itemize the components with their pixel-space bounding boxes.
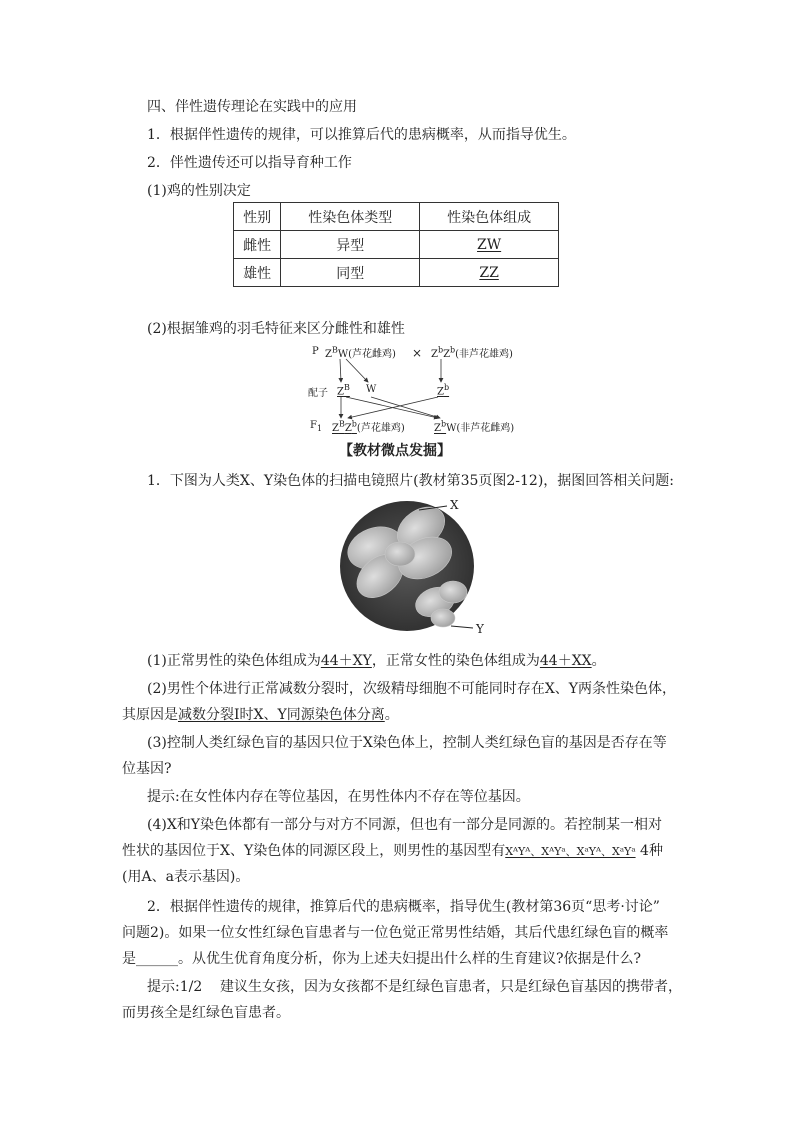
gamete-zb-upper: $Z^B$ [337, 383, 350, 398]
question-2-line3: 是______。从优生优育角度分析，你为上述夫妇提出什么样的生育建议?依据是什么? [122, 951, 642, 967]
answer-zz: ZZ [479, 264, 499, 281]
question-2-line1: 2．根据伴性遗传的规律，推算后代的患病概率，指导优生(教材第36页“思考·讨论” [147, 899, 660, 915]
hint-2-line1: 提示:1/2 建议生女孩，因为女孩都不是红绿色盲患者，只是红绿色盲基因的携带者， [147, 979, 683, 995]
chromosome-figure [335, 496, 495, 638]
cross-times: × [412, 346, 423, 360]
answer-4-line2: 性状的基因位于X、Y染色体的同源区段上，则男性的基因型有XᴬYᴬ、XᴬYᵃ、XᵃYᴬ、XᵃYᵃ 4种 [122, 843, 663, 859]
sub-item-1: (1)鸡的性别决定 [147, 183, 251, 199]
answer-1: (1)正常男性的染色体组成为44＋XY，正常女性的染色体组成为44＋XX。 [147, 653, 606, 669]
table-cell: 雄性 [234, 259, 281, 287]
gamete-zb-lower: $Z^b$ [437, 383, 450, 398]
table-cell: 同型 [281, 259, 420, 287]
answer-reason: 减数分裂Ⅰ时X、Y同源染色体分离 [178, 707, 385, 723]
answer-3-line2: 位基因? [122, 761, 172, 777]
answer-44xx: 44＋XX [539, 653, 592, 669]
cross-lines [300, 342, 530, 434]
cross-p-male: $Z^bZ^b$(非芦花雄鸡) [431, 345, 513, 360]
table-cell: 雌性 [234, 231, 281, 259]
answer-3-line1: (3)控制人类红绿色盲的基因只位于X染色体上，控制人类红绿色盲的基因是否存在等 [147, 735, 667, 751]
answer-2-line1: (2)男性个体进行正常减数分裂时，次级精母细胞不可能同时存在X、Y两条性染色体， [147, 681, 677, 697]
answer-4-line3: (用A、a表示基因)。 [122, 869, 250, 885]
section-title: 四、伴性遗传理论在实践中的应用 [147, 99, 357, 115]
cross-diagram [300, 342, 530, 434]
label-y: Y [476, 622, 484, 636]
item-1: 1．根据伴性遗传的规律，可以推算后代的患病概率，从而指导优生。 [147, 127, 576, 143]
answer-44xy: 44＋XY [320, 653, 372, 669]
table-header: 性染色体组成 [420, 203, 559, 231]
answer-4-line1: (4)X和Y染色体都有一部分与对方不同源，但也有一部分是同源的。若控制某一相对 [147, 817, 663, 833]
answer-blank: ______ [136, 951, 178, 967]
table-row [234, 231, 559, 259]
question-1: 1．下图为人类X、Y染色体的扫描电镜照片(教材第35页图2-12)，据图回答相关问题: [147, 473, 675, 489]
table-cell: 异型 [281, 231, 420, 259]
cross-f1-label: $F_1$ [310, 420, 323, 433]
gamete-w: W [366, 384, 377, 395]
label-x: X [450, 498, 459, 512]
answer-zw: ZW [477, 236, 502, 253]
item-2: 2．伴性遗传还可以指导育种工作 [147, 155, 352, 171]
cross-p-label: P [312, 346, 319, 357]
table-header: 性染色体类型 [281, 203, 420, 231]
table-cell [420, 259, 559, 287]
table-cell [420, 231, 559, 259]
chromosome-photo [335, 496, 495, 638]
answer-2-line2: 其原因是减数分裂Ⅰ时X、Y同源染色体分离。 [122, 707, 399, 723]
sex-determination-table [233, 202, 559, 287]
f1-female-offspring: $Z^bW$(非芦花雌鸡) [434, 419, 515, 434]
hint-1: 提示:在女性体内存在等位基因，在男性体内不存在等位基因。 [147, 789, 530, 805]
answer-genotypes: XᴬYᴬ、XᴬYᵃ、XᵃYᴬ、XᵃYᵃ [505, 845, 636, 858]
question-2-line2: 问题2)。如果一位女性红绿色盲患者与一位色觉正常男性结婚，其后代患红绿色盲的概率 [122, 925, 669, 941]
cross-gamete-label: 配子 [308, 388, 328, 399]
hint-2-line2: 而男孩全是红绿色盲患者。 [122, 1005, 290, 1021]
table-header-row [234, 203, 559, 231]
cross-p-female: $Z^BW$(芦花雌鸡) [325, 345, 396, 360]
table-header: 性别 [234, 203, 281, 231]
heading-textbook-points: 【教材微点发掘】 [339, 443, 451, 459]
sub-item-2: (2)根据雏鸡的羽毛特征来区分雌性和雄性 [147, 321, 405, 337]
table-row [234, 259, 559, 287]
f1-male-offspring: $Z^BZ^b$(芦花雄鸡) [332, 419, 405, 434]
